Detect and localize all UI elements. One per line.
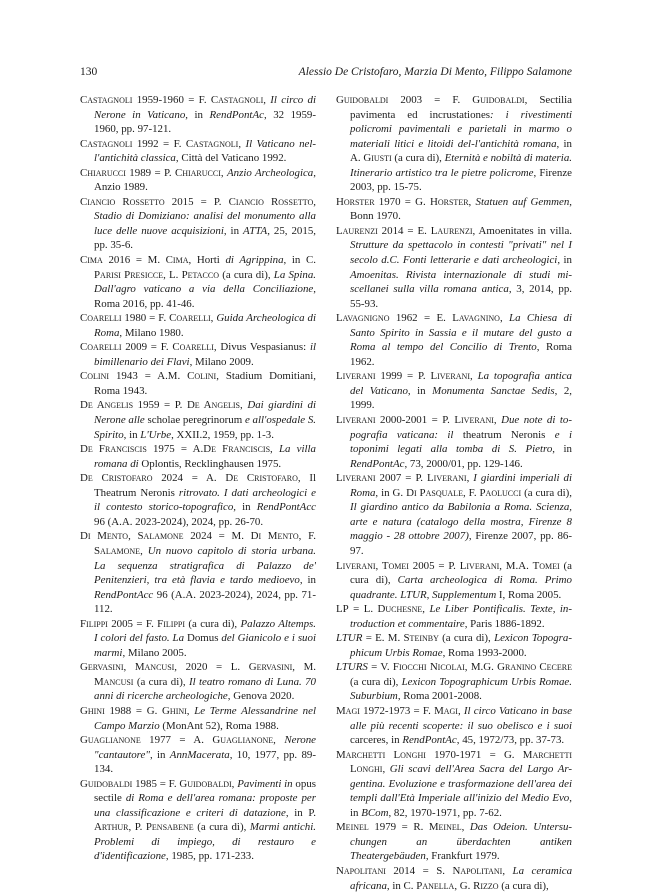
bibliography-entry: [80, 166, 316, 195]
author-name: Panella: [416, 879, 455, 892]
entry-text: , M.: [292, 661, 316, 674]
entry-text: , M.A.: [499, 559, 533, 572]
author-name: De Angelis: [186, 399, 240, 412]
bibliography-entry: [336, 602, 572, 631]
italic-title: : i rivestimenti policromi pavimentali e parietali in marmo o materiali litici e litoidi del-l'antichità romana: [350, 108, 572, 150]
entry-text: , G.: [454, 879, 474, 892]
entry-text: (MonAnt 52), Roma 1988.: [159, 719, 279, 732]
entry-text: = F.: [156, 777, 180, 790]
italic-title: Un nuovo capitolo di storia urbana. La sequenza stratigrafica di Palazzo de' Penitenzieri, tra età flavia e tardo medioevo: [94, 544, 316, 587]
entry-text: Domus: [184, 632, 222, 645]
author-name: Rizzo: [473, 879, 499, 892]
author-name: Liverani: [430, 370, 470, 383]
italic-title: La ceramica africana: [350, 864, 573, 892]
entry-text: = F.: [183, 94, 211, 106]
bibliography-entry: [80, 340, 316, 369]
entry-text: = M.: [130, 254, 166, 267]
italic-title: Stadio di Domiziano: analisi del monumento alla luce delle nuove acquisizioni: [94, 210, 316, 237]
entry-text: = F.: [147, 341, 173, 354]
italic-title: Il Vaticano nel-l'antichità classica: [94, 137, 317, 165]
italic-title: Il circo Vaticano in base alle più recenti scoperte: il suo obelisco e i suoi: [350, 704, 572, 732]
bibliography-entry: [336, 195, 572, 224]
author-name: Guidobaldi: [179, 777, 232, 790]
entry-text: , Firenze 2003, pp. 15-75.: [350, 166, 572, 194]
italic-title: Gli scavi dell'Area Sacra del Largo Ar-gentina. Evoluzione e trasformazione dell'area dei templi dall'Età Imperiale all'inizio del Medio Evo: [350, 763, 572, 805]
entry-text: , Roma 1993-2000.: [442, 646, 527, 659]
entry-text: , in: [185, 108, 210, 121]
entry-text: = A.: [174, 443, 204, 456]
italic-title: Statuen auf Gemmen: [475, 195, 570, 208]
author-name: Marchetti Longhi: [350, 748, 572, 776]
italic-title: Pavimenti in: [237, 777, 293, 790]
author-name: Cima 2016: [80, 254, 131, 267]
author-name: Giusti: [363, 152, 392, 165]
author-name: Arthur: [94, 821, 129, 834]
entry-text: , in: [350, 792, 572, 819]
entry-text: , Milano 1980.: [119, 326, 184, 339]
entry-text: = R.: [396, 821, 429, 834]
entry-text: , 2, 1999.: [350, 384, 572, 412]
author-name: Guaglianone 1977: [80, 734, 171, 747]
entry-text: , F.: [298, 530, 316, 543]
entry-text: (a cura di),: [498, 879, 549, 892]
entry-text: (a cura di),: [219, 268, 274, 281]
left-column: [80, 93, 316, 864]
entry-text: = F.: [146, 312, 170, 325]
author-name: Granino Cecere: [497, 661, 572, 674]
author-name: Liverani 2007: [336, 472, 402, 485]
author-name: Paolucci: [479, 486, 522, 499]
italic-title: La topografia antica del Vaticano: [350, 370, 572, 397]
italic-title: Lexicon Topographicum Urbis Romae. Suburbium: [350, 675, 572, 703]
entry-text: ,: [461, 821, 470, 834]
author-name: Laurenzi 2014: [336, 224, 404, 237]
bibliography-entry: [80, 93, 316, 137]
author-name: De Angelis 1959: [80, 399, 160, 412]
author-name: Napolitani: [452, 864, 503, 877]
entry-text: , XXII.2, 1959, pp. 1-3.: [171, 428, 274, 441]
entry-text: = L.: [207, 661, 249, 674]
entry-text: ,: [220, 166, 227, 179]
page-number: 130: [80, 66, 98, 78]
entry-text: = L.: [348, 603, 378, 616]
entry-text: , Milano 2009.: [189, 355, 254, 368]
entry-text: 96 (A.A. 2023-2024), 2024, pp. 71-112.: [94, 588, 316, 616]
entry-text: ,: [457, 704, 464, 717]
author-name: Ghini: [162, 704, 187, 717]
entry-text: = P.: [434, 559, 460, 572]
italic-title: Il giardino antico da Babilonia a Roma. Scienza, arte e natura (catalogo della mostra, Firenze 8 maggio - 28 ottobre 2007): [350, 501, 572, 543]
italic-title: Amoenitas. Rivista internazionale di studi mi-scellanei sulla villa romana antica: [350, 268, 572, 296]
entry-text: ,: [210, 312, 217, 325]
author-name: Coarelli: [172, 341, 214, 354]
entry-text: , 3, 2014, pp. 55-93.: [350, 283, 572, 310]
author-name: Di Mento, Salamone 2024: [80, 530, 212, 543]
entry-text: = F.: [410, 704, 435, 717]
author-name: Chiarucci: [174, 166, 221, 179]
entry-text: = G.: [131, 704, 163, 717]
entry-text: ,: [502, 864, 513, 877]
italic-title: Le Terme Alessandrine nel Campo Marzio: [94, 704, 316, 732]
italic-title: La Chiesa di Santo Spirito in Sassia e il mutare del gusto a Roma al tempo del Concilio di Trento: [350, 312, 573, 354]
author-name: Laurenzi: [430, 224, 473, 237]
author-name: Guaglianone: [212, 734, 274, 747]
entry-text: = G.: [400, 195, 430, 208]
bibliography-entry: [80, 704, 316, 733]
entry-text: = A.: [183, 472, 226, 485]
entry-text: = V.: [367, 661, 393, 674]
author-name: Marchetti Longhi 1970-1971: [336, 748, 482, 761]
entry-text: ,: [466, 472, 474, 485]
bibliography-entry: [336, 631, 572, 660]
entry-text: (a cura di),: [521, 486, 573, 499]
entry-text: , in: [123, 428, 141, 441]
author-name: Fiocchi Nicolai: [392, 661, 465, 674]
author-name: Colini 1943: [80, 370, 138, 383]
bibliography-entry: [336, 471, 572, 558]
entry-text: (a cura di),: [185, 617, 241, 630]
right-column: [336, 93, 572, 893]
entry-text: (a cura di),: [133, 675, 189, 688]
bibliography-entry: [336, 413, 572, 471]
entry-text: (a cura di),: [350, 559, 572, 587]
entry-text: , in P.: [285, 806, 317, 819]
author-name: Liverani, Tomei 2005: [336, 559, 435, 572]
bibliography-entry: [80, 529, 316, 616]
entry-text: , Sectilia pavimenta ed incrustationes: [350, 94, 573, 121]
entry-text: , F.: [462, 486, 480, 499]
author-name: Filippi: [157, 617, 186, 630]
entry-text: , in: [557, 254, 572, 267]
author-name: Parisi Presicce: [94, 268, 164, 281]
entry-text: ,: [273, 734, 285, 747]
author-name: Horster: [430, 195, 469, 208]
italic-title: di Agrippina: [225, 254, 284, 267]
entry-text: , Amoenitates in villa.: [472, 224, 572, 237]
bibliography-entry: [336, 93, 572, 195]
entry-text: = M.: [212, 530, 251, 543]
bibliography-entry: [80, 253, 316, 311]
entry-text: , Roma 2016, pp. 41-46.: [94, 283, 316, 310]
entry-text: = P.: [401, 472, 428, 485]
entry-text: = F.: [422, 94, 473, 106]
entry-text: , Roma 2001-2008.: [397, 690, 482, 703]
entry-text: ,: [140, 544, 148, 557]
italic-title: ATTA: [243, 224, 268, 237]
entry-text: I, Roma 2005.: [496, 588, 562, 601]
entry-text: = F.: [158, 137, 186, 150]
bibliography-entry: [336, 224, 572, 311]
italic-title: La Spina. Dall'agro vaticano a via della Conciliazione: [94, 268, 317, 296]
entry-text: (a cura di),: [193, 821, 250, 834]
bibliography-entry: [80, 660, 316, 704]
entry-text: , 82, 1970-1971, pp. 7-62.: [388, 806, 502, 819]
author-name: Castagnoli 1959-1960: [80, 94, 184, 106]
entry-text: , in: [552, 443, 572, 456]
entry-text: = P.: [159, 399, 187, 412]
author-name: Ghini 1988: [80, 704, 132, 717]
entry-text: carceres, in: [350, 734, 403, 747]
bibliography-entry: [80, 777, 316, 864]
italic-title: RendPontAcc: [256, 501, 316, 514]
author-name: Cima: [165, 254, 189, 267]
italic-title: Il circo di Nerone in Vaticano: [94, 94, 316, 121]
author-name: LP: [336, 603, 349, 616]
entry-text: , Frankfurt 1979.: [425, 850, 500, 863]
italic-title: di Roma e dell'area romana: proposte per una classificazione e criteri di datazione: [94, 792, 316, 819]
author-name: Duchesne: [377, 603, 423, 616]
entry-text: , Bonn 1970.: [350, 195, 573, 223]
entry-text: ,: [499, 312, 510, 325]
author-name: Steinby: [403, 632, 439, 645]
italic-title: Eternità e nobiltà di materia. Itinerario artistico tra le pietre policrome: [350, 152, 572, 179]
bibliography-entry: [80, 137, 316, 166]
italic-title: il bimillenario dei Flavi: [94, 341, 317, 368]
entry-text: ,: [313, 195, 316, 208]
entry-text: , 32 1959-1960, pp. 97-121.: [94, 108, 317, 136]
author-name: Liverani: [459, 559, 500, 572]
author-name: Coarelli 1980: [80, 312, 147, 325]
entry-text: , in C.: [283, 254, 316, 267]
entry-text: , Genova 2020.: [227, 690, 295, 703]
entry-text: = E.: [417, 312, 453, 325]
author-name: Salamone: [94, 544, 141, 557]
entry-text: = P.: [151, 166, 175, 179]
italic-title: Marmi antichi. Problemi di impiego, di restauro e d'identificazione: [94, 821, 316, 863]
author-name: Horster 1970: [336, 195, 401, 208]
italic-title: RendPontAcc: [94, 588, 154, 601]
author-name: Liverani: [427, 472, 467, 485]
bibliography-entry: [336, 369, 572, 413]
author-name: Di Pasquale: [406, 486, 463, 499]
entry-text: , M.G.: [464, 661, 498, 674]
italic-title: e i toponimi legati alla tomba di S. Pietro: [350, 428, 572, 456]
entry-text: , 25, 2015, pp. 35-6.: [94, 224, 316, 252]
author-name: Castagnoli: [185, 137, 239, 150]
author-name: Napolitani 2014: [336, 864, 416, 877]
italic-title: Lexicon Topogra-phicum Urbis Romae: [350, 632, 572, 659]
author-name: Mancusi: [94, 675, 134, 688]
author-name: Coarelli: [169, 312, 211, 325]
italic-title: Nerone "cantautore": [94, 734, 316, 761]
bibliography-entry: [80, 369, 316, 398]
bibliography-entry: [80, 733, 316, 777]
entry-text: , in C.: [386, 879, 417, 892]
author-name: Guidobaldi: [472, 94, 525, 106]
author-name: Colini: [187, 370, 217, 383]
italic-title: AnnMacerata: [169, 748, 230, 761]
author-name: Gervasini: [248, 661, 293, 674]
italic-title: Guida Archeologica di Roma: [94, 312, 316, 339]
author-name: Castagnoli 1992: [80, 137, 159, 150]
italic-title: I giardini imperiali di Roma: [350, 472, 572, 499]
entry-text: = F.: [133, 617, 158, 630]
italic-title: e all'ospedale S. Spirito: [94, 414, 316, 441]
entry-text: ,: [186, 704, 195, 717]
author-name: Ciancio Rossetto 2015: [80, 195, 194, 208]
entry-text: , Roma 1962.: [350, 341, 572, 368]
entry-text: , P.: [128, 821, 146, 834]
entry-text: ,: [270, 443, 279, 456]
bibliography-entry: [80, 195, 316, 253]
bibliography-entry: [80, 442, 316, 471]
italic-title: Anzio Archeologica: [227, 166, 314, 179]
italic-title: Carta archeologica di Roma. Primo quadrante. LTUR, Supplementum: [350, 574, 572, 601]
entry-text: , 45, 1972/73, pp. 37-73.: [456, 734, 565, 747]
entry-text: theatrum Neronis: [453, 428, 555, 441]
entry-text: Oplontis, Recklinghausen 1975.: [138, 457, 282, 470]
entry-text: , in: [223, 224, 243, 237]
entry-text: , in: [407, 384, 433, 397]
author-name: Liverani: [454, 414, 494, 427]
bibliography-entry: [336, 559, 572, 603]
entry-text: = P.: [402, 370, 431, 383]
entry-text: , in: [149, 748, 170, 761]
author-name: De Cristofaro 2024: [80, 472, 184, 485]
entry-text: ,: [263, 94, 271, 106]
entry-text: scholae peregrinorum: [144, 414, 245, 427]
author-name: Magi: [434, 704, 458, 717]
entry-text: = S.: [415, 864, 453, 877]
bibliography-entry: [336, 864, 572, 893]
italic-title: RendPontAc: [350, 457, 405, 470]
bibliography-entry: [336, 311, 572, 369]
entry-text: = E. M.: [362, 632, 404, 645]
author-name: Meinel: [428, 821, 462, 834]
bibliography-entry: [336, 704, 572, 748]
author-name: Magi 1972-1973: [336, 704, 411, 717]
author-name: Di Mento: [250, 530, 299, 543]
entry-text: , in: [233, 501, 257, 514]
author-name: De Franciscis 1975: [80, 443, 175, 456]
entry-text: ,: [382, 763, 390, 776]
bibliography-entry: [80, 471, 316, 529]
entry-text: = P.: [427, 414, 455, 427]
author-name: Gervasini, Mancusi, 2020: [80, 661, 208, 674]
author-name: Lavagnino: [452, 312, 500, 325]
author-name: Guidobaldi 2003: [336, 94, 423, 106]
entry-text: , Il Theatrum Neronis: [94, 472, 316, 499]
entry-text: , Divus Vespasianus:: [213, 341, 310, 354]
italic-title: RendPontAc: [209, 108, 264, 121]
entry-text: , Paris 1886-1892.: [464, 617, 545, 630]
author-name: De Franciscis: [203, 443, 271, 456]
italic-title: ritrovato. I dati archeologici e il contesto storico-topografico: [94, 486, 316, 514]
author-name: Lavagnigno 1962: [336, 312, 418, 325]
author-name: De Cristofaro: [225, 472, 298, 485]
entry-text: ,: [238, 137, 246, 150]
entry-text: ,: [468, 195, 476, 208]
italic-title: LTURS: [336, 661, 368, 674]
italic-title: Das Odeion. Untersu-chungen an überdachten antiken Theatergebäuden: [350, 821, 573, 863]
bibliography-entry: [336, 748, 572, 821]
italic-title: Strutture da spettacolo in contesti "privati" nel I secolo d.C. Fonti letterarie e dati archeologici: [350, 239, 572, 267]
italic-title: Due note di to-pografia vaticana: il: [350, 414, 572, 441]
bibliography-entry: [80, 311, 316, 340]
entry-text: , in A.: [350, 137, 572, 165]
italic-title: BCom: [361, 806, 389, 819]
author-name: Castagnoli: [210, 94, 264, 106]
page-header: [80, 66, 572, 84]
italic-title: Le Liber Pontificalis. Texte, in-troduction et commentaire: [350, 603, 572, 630]
italic-title: Palazzo Altemps. I colori del fasto. La: [94, 617, 317, 645]
author-name: Liverani 1999: [336, 370, 403, 383]
italic-title: Monumenta Sanctae Sedis: [432, 384, 555, 397]
entry-text: , Horti: [188, 254, 226, 267]
italic-title: RendPontAc: [402, 734, 457, 747]
author-name: Petacco: [181, 268, 219, 281]
italic-title: La villa romana di: [94, 443, 316, 470]
author-name: Chiarucci 1989: [80, 166, 152, 179]
entry-text: (a cura di),: [438, 632, 495, 645]
author-name: Guidobaldi 1985: [80, 777, 157, 790]
entry-text: ,: [240, 399, 248, 412]
author-name: Filippi 2005: [80, 617, 133, 630]
italic-title: del Gianicolo e i suoi marmi: [94, 632, 316, 659]
italic-title: L'Urbe: [140, 428, 172, 441]
author-name: Meinel 1979: [336, 821, 397, 834]
author-name: Coarelli 2009: [80, 341, 148, 354]
entry-text: , Stadium Domitiani, Roma 1943.: [94, 370, 316, 397]
author-name: Ciancio Rossetto: [228, 195, 314, 208]
entry-text: ,: [470, 370, 478, 383]
entry-text: , 1985, pp. 171-233.: [165, 850, 254, 863]
entry-text: , Firenze 2007, pp. 86-97.: [350, 530, 573, 557]
entry-text: opus sectile: [94, 777, 316, 805]
entry-text: (a cura di),: [391, 152, 445, 165]
entry-text: = P.: [193, 195, 229, 208]
bibliography-entry: [80, 617, 316, 661]
entry-text: , Anzio 1989.: [94, 166, 316, 194]
entry-text: = A.M.: [137, 370, 188, 383]
entry-text: ,: [231, 777, 238, 790]
entry-text: , L.: [163, 268, 182, 281]
entry-text: , Città del Vaticano 1992.: [175, 152, 287, 165]
entry-text: , in: [299, 574, 316, 587]
entry-text: = A.: [170, 734, 213, 747]
bibliography-entry: [80, 398, 316, 442]
entry-text: , in G.: [375, 486, 407, 499]
author-name: Pensabene: [145, 821, 194, 834]
entry-text: , 73, 2000/01, pp. 129-146.: [404, 457, 523, 470]
italic-title: Dai giardini di Nerone alle: [94, 399, 317, 427]
entry-text: = G.: [481, 748, 523, 761]
running-title: Alessio De Cristofaro, Marzia Di Mento, Filippo Salamone: [298, 66, 572, 78]
italic-title: LTUR: [336, 632, 363, 645]
entry-text: ,: [422, 603, 430, 616]
entry-text: , 10, 1977, pp. 89-134.: [94, 748, 316, 776]
entry-text: = E.: [403, 224, 431, 237]
bibliography-entry: [336, 820, 572, 864]
author-name: Liverani 2000-2001: [336, 414, 428, 427]
entry-text: , Milano 2005.: [122, 646, 187, 659]
author-name: Tomei: [532, 559, 560, 572]
entry-text: ,: [493, 414, 502, 427]
entry-text: 96 (A.A. 2023-2024), 2024, pp. 26-70.: [94, 515, 264, 528]
italic-title: Il teatro romano di Luna. 70 anni di ricerche archeologiche: [94, 675, 316, 703]
entry-text: (a cura di),: [350, 675, 402, 688]
bibliography-entry: [336, 660, 572, 704]
